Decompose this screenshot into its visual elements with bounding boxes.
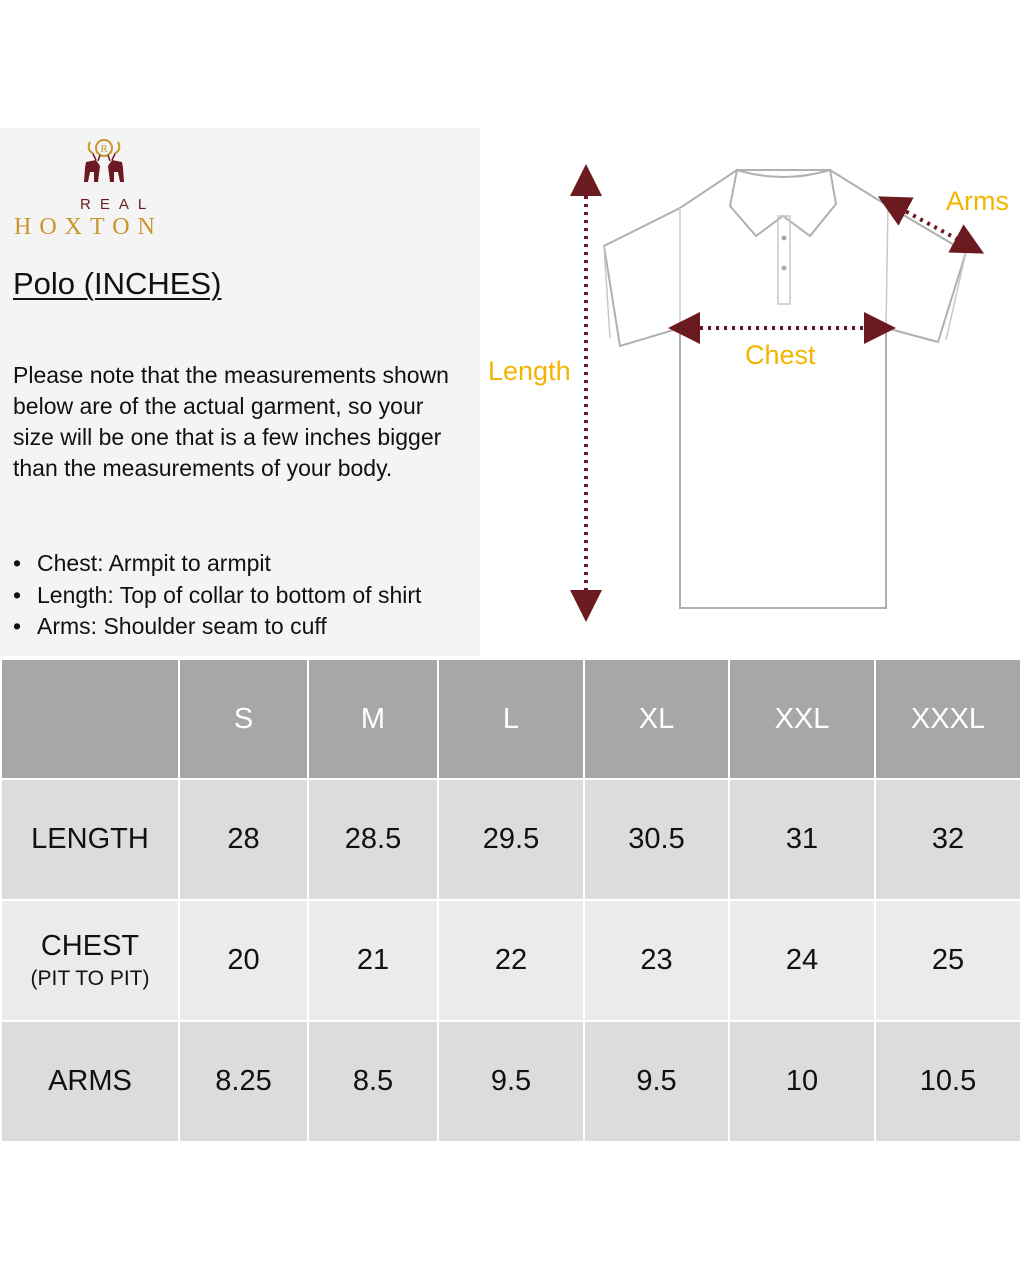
table-row (1, 1021, 1021, 1142)
row-label (1, 779, 179, 900)
size-header: M (308, 659, 438, 779)
brand-logo (14, 136, 194, 240)
row-label-text: CHEST (40, 930, 140, 962)
size-header: XL (584, 659, 729, 779)
table-cell: 10.5 (875, 1021, 1021, 1142)
table-cell: 32 (875, 779, 1021, 900)
garment-diagram (480, 128, 1024, 656)
chest-label: Chest (745, 340, 816, 370)
size-header: L (438, 659, 584, 779)
table-row (1, 900, 1021, 1021)
list-item: • Arms: Shoulder seam to cuff (13, 611, 421, 643)
list-item: • Length: Top of collar to bottom of shirt (13, 580, 421, 612)
size-header: XXL (729, 659, 875, 779)
size-header: XXXL (875, 659, 1021, 779)
header-corner (1, 659, 179, 779)
page-title: Polo (INCHES) (13, 266, 222, 301)
size-chart-table (0, 658, 1022, 1143)
table-cell: 30.5 (584, 779, 729, 900)
brand-real: REAL (80, 196, 156, 213)
table-cell: 21 (308, 900, 438, 1021)
table-cell: 28 (179, 779, 308, 900)
table-cell: 24 (729, 900, 875, 1021)
table-row (1, 779, 1021, 900)
table-cell: 28.5 (308, 779, 438, 900)
table-cell: 23 (584, 900, 729, 1021)
table-cell: 31 (729, 779, 875, 900)
row-label (1, 1021, 179, 1142)
info-panel (0, 128, 480, 656)
table-cell: 9.5 (438, 1021, 584, 1142)
row-label-text: LENGTH (31, 823, 149, 855)
table-cell: 9.5 (584, 1021, 729, 1142)
row-label-sub: (PIT TO PIT) (30, 967, 150, 990)
measurement-note: Please note that the measurements shown below are of the actual garment, so your size will be one that is a few inches bigger than the measurements of your body. (13, 362, 449, 481)
table-cell: 8.5 (308, 1021, 438, 1142)
size-header: S (179, 659, 308, 779)
polo-shirt-icon (480, 128, 1024, 656)
table-cell: 8.25 (179, 1021, 308, 1142)
svg-text:R: R (100, 143, 108, 155)
row-label-text: ARMS (48, 1065, 132, 1097)
table-cell: 10 (729, 1021, 875, 1142)
row-label (1, 900, 179, 1021)
length-label: Length (488, 356, 571, 386)
table-cell: 20 (179, 900, 308, 1021)
brand-hoxton: HOXTON (14, 214, 163, 240)
table-cell: 25 (875, 900, 1021, 1021)
table-cell: 29.5 (438, 779, 584, 900)
deer-crest-icon (76, 136, 132, 192)
table-cell: 22 (438, 900, 584, 1021)
measurement-list (13, 548, 421, 643)
arms-label: Arms (946, 186, 1009, 216)
list-item: • Chest: Armpit to armpit (13, 548, 421, 580)
table-header-row (1, 659, 1021, 779)
